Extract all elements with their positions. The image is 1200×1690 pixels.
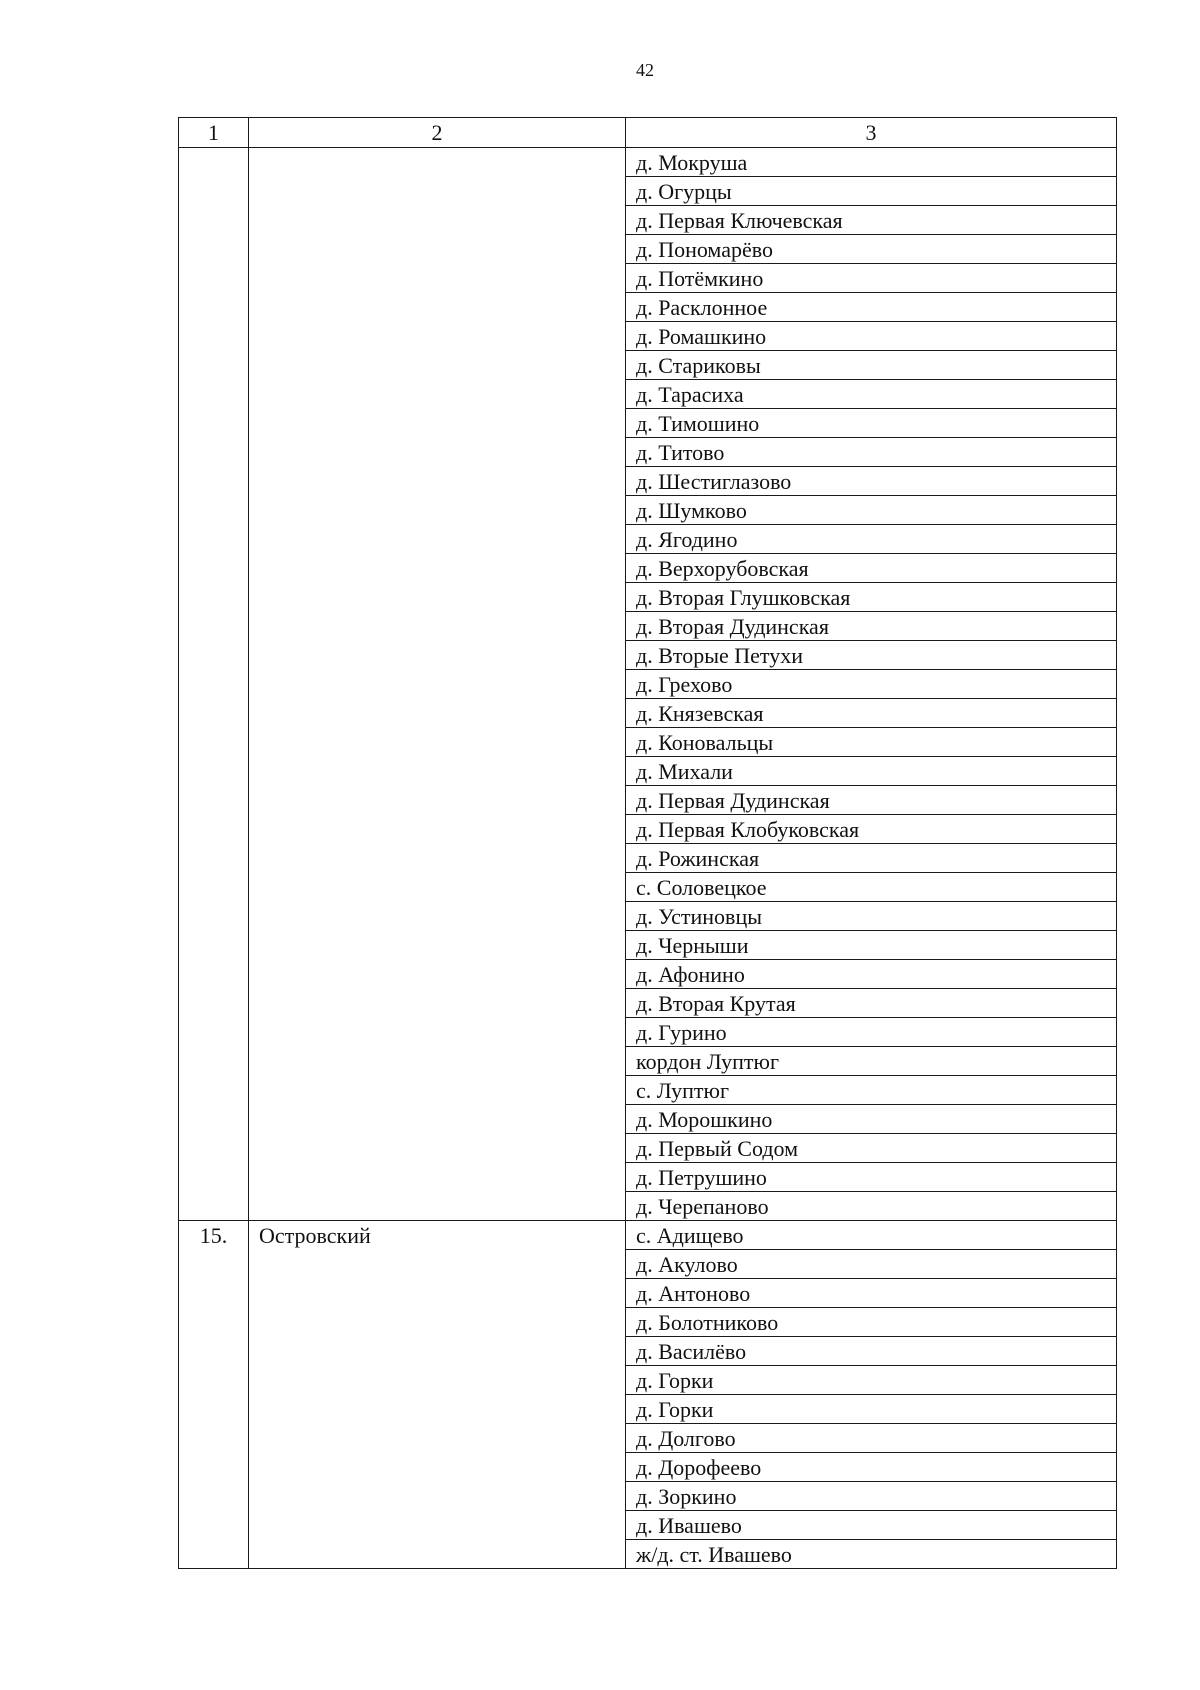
settlement-cell: д. Горки <box>626 1395 1117 1424</box>
settlement-cell: д. Первая Клобуковская <box>626 815 1117 844</box>
settlement-cell: д. Гурино <box>626 1018 1117 1047</box>
settlement-cell: д. Черныши <box>626 931 1117 960</box>
district-number-cell <box>179 148 249 1221</box>
settlement-cell: д. Ромашкино <box>626 322 1117 351</box>
settlement-cell: д. Титово <box>626 438 1117 467</box>
table-header <box>179 118 1117 148</box>
settlement-cell: д. Пономарёво <box>626 235 1117 264</box>
settlement-cell: д. Шумково <box>626 496 1117 525</box>
settlement-cell: д. Коновальцы <box>626 728 1117 757</box>
settlement-cell: с. Соловецкое <box>626 873 1117 902</box>
settlement-cell: ж/д. ст. Ивашево <box>626 1540 1117 1569</box>
settlement-cell: д. Вторая Глушковская <box>626 583 1117 612</box>
settlement-cell: д. Морошкино <box>626 1105 1117 1134</box>
settlement-cell: д. Вторая Крутая <box>626 989 1117 1018</box>
settlement-cell: д. Вторые Петухи <box>626 641 1117 670</box>
settlement-cell: д. Петрушино <box>626 1163 1117 1192</box>
district-name-cell <box>249 148 626 1221</box>
settlement-cell: д. Расклонное <box>626 293 1117 322</box>
settlement-cell: д. Стариковы <box>626 351 1117 380</box>
settlement-cell: д. Болотниково <box>626 1308 1117 1337</box>
settlement-cell: д. Мокруша <box>626 148 1117 177</box>
settlement-cell: д. Князевская <box>626 699 1117 728</box>
settlement-cell: д. Горки <box>626 1366 1117 1395</box>
settlement-cell: д. Вторая Дудинская <box>626 612 1117 641</box>
header-row <box>179 118 1117 148</box>
settlement-cell: д. Антоново <box>626 1279 1117 1308</box>
settlement-cell: с. Адищево <box>626 1221 1117 1250</box>
district-number-cell: 15. <box>179 1221 249 1569</box>
settlement-cell: д. Потёмкино <box>626 264 1117 293</box>
settlement-cell: д. Ягодино <box>626 525 1117 554</box>
settlement-cell: с. Луптюг <box>626 1076 1117 1105</box>
settlement-cell: д. Шестиглазово <box>626 467 1117 496</box>
settlement-cell: д. Долгово <box>626 1424 1117 1453</box>
settlement-cell: д. Дорофеево <box>626 1453 1117 1482</box>
settlement-cell: д. Первая Дудинская <box>626 786 1117 815</box>
settlement-cell: д. Акулово <box>626 1250 1117 1279</box>
settlement-cell: кордон Луптюг <box>626 1047 1117 1076</box>
column-header-district: 2 <box>249 118 626 148</box>
district-name-cell: Островский <box>249 1221 626 1569</box>
settlement-cell: д. Зоркино <box>626 1482 1117 1511</box>
settlement-cell: д. Первая Ключевская <box>626 206 1117 235</box>
settlement-cell: д. Василёво <box>626 1337 1117 1366</box>
settlement-cell: д. Верхорубовская <box>626 554 1117 583</box>
table-row <box>179 148 1117 177</box>
column-header-number: 1 <box>179 118 249 148</box>
column-header-settlement: 3 <box>626 118 1117 148</box>
settlements-table <box>178 117 1117 1569</box>
settlement-cell: д. Грехово <box>626 670 1117 699</box>
settlement-cell: д. Михали <box>626 757 1117 786</box>
settlement-cell: д. Черепаново <box>626 1192 1117 1221</box>
settlement-cell: д. Устиновцы <box>626 902 1117 931</box>
settlement-cell: д. Ивашево <box>626 1511 1117 1540</box>
settlement-cell: д. Первый Содом <box>626 1134 1117 1163</box>
settlement-cell: д. Рожинская <box>626 844 1117 873</box>
settlement-cell: д. Тарасиха <box>626 380 1117 409</box>
settlement-cell: д. Афонино <box>626 960 1117 989</box>
table-body <box>179 148 1117 1569</box>
settlement-cell: д. Огурцы <box>626 177 1117 206</box>
page-number: 42 <box>636 60 654 80</box>
settlement-cell: д. Тимошино <box>626 409 1117 438</box>
table-row <box>179 1221 1117 1250</box>
